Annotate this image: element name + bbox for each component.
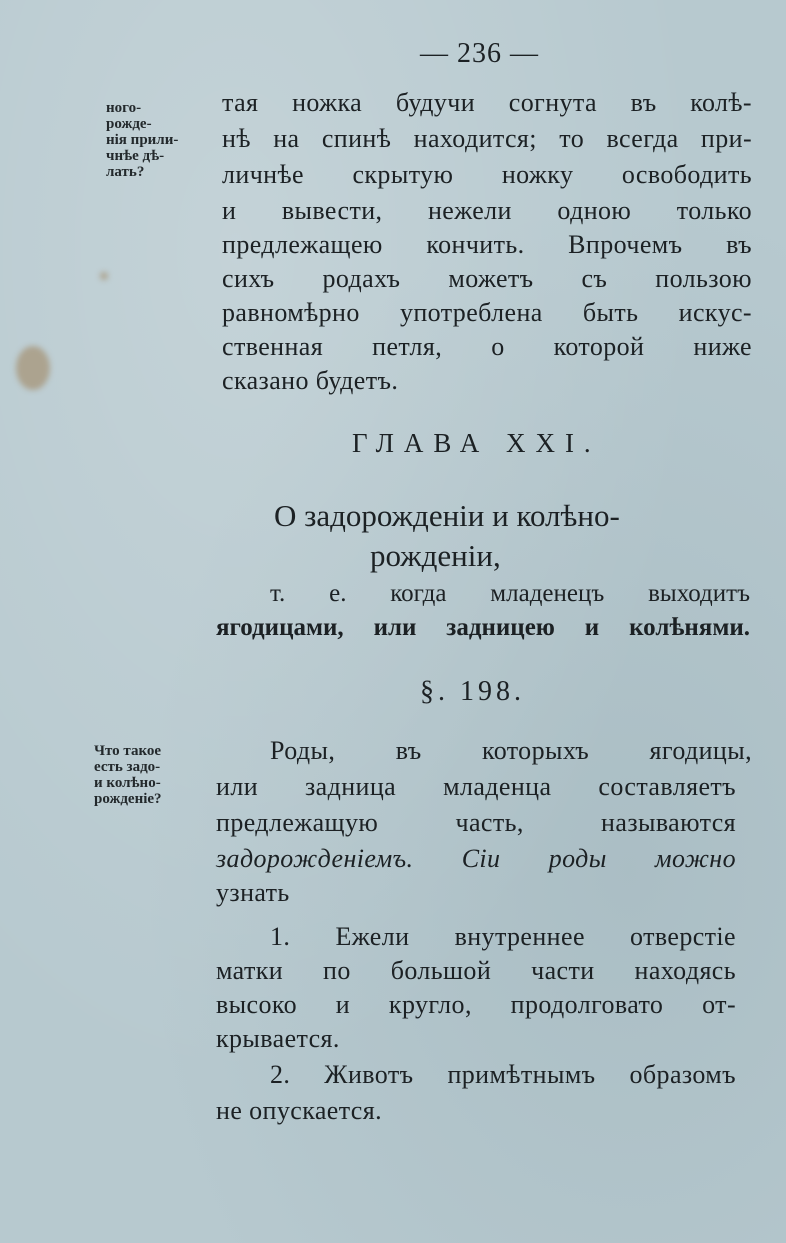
stain-spot — [16, 346, 50, 390]
chapter-title: О задорожденіи и колѣно- — [274, 498, 620, 533]
chapter-heading: ГЛАВА XXI. — [352, 428, 601, 458]
stain-spot — [100, 272, 108, 280]
text-line: ственная петля, о которой ниже — [222, 332, 752, 361]
text-line: узнать — [216, 878, 290, 907]
text-line: нѣ на спинѣ находится; то всегда при- — [222, 124, 752, 153]
text-line: сихъ родахъ можетъ съ пользою — [222, 264, 752, 293]
text-line: или задница младенца составляетъ — [216, 772, 736, 801]
margin-note: Что такое есть задо- и колѣно- рожденіе? — [94, 743, 162, 807]
text-line: предлежащею кончить. Впрочемъ въ — [222, 230, 752, 259]
page-number: — 236 — — [420, 38, 539, 69]
text-line: сказано будетъ. — [222, 366, 399, 395]
chapter-title: рожденіи, — [370, 538, 501, 573]
text-line: личнѣе скрытую ножку освободить — [222, 160, 752, 189]
margin-note: ного- рожде- нія прили- чнѣе дѣ- лать? — [106, 100, 179, 180]
section-number: §. 198. — [420, 676, 525, 707]
chapter-subtitle: ягодицами, или задницею и колѣнями. — [216, 614, 750, 641]
text-line: равномѣрно употреблена быть искус- — [222, 298, 752, 327]
text-line: крывается. — [216, 1024, 340, 1053]
text-line: предлежащую часть, называются — [216, 808, 736, 837]
text-line: 2. Животъ примѣтнымъ образомъ — [270, 1060, 736, 1089]
text-line: 1. Ежели внутреннее отверстіе — [270, 922, 736, 951]
text-line: и вывести, нежели одною только — [222, 196, 752, 225]
text-line: Роды, въ которыхъ ягодицы, — [270, 736, 752, 765]
text-line: задорожденіемъ. Сіи роды можно — [216, 844, 736, 873]
chapter-subtitle: т. е. когда младенецъ выходитъ — [270, 580, 750, 607]
text-line: тая ножка будучи согнута въ колѣ- — [222, 88, 752, 117]
text-line: не опускается. — [216, 1096, 383, 1125]
text-line: матки по большой части находясь — [216, 956, 736, 985]
text-line: высоко и кругло, продолговато от- — [216, 990, 736, 1019]
